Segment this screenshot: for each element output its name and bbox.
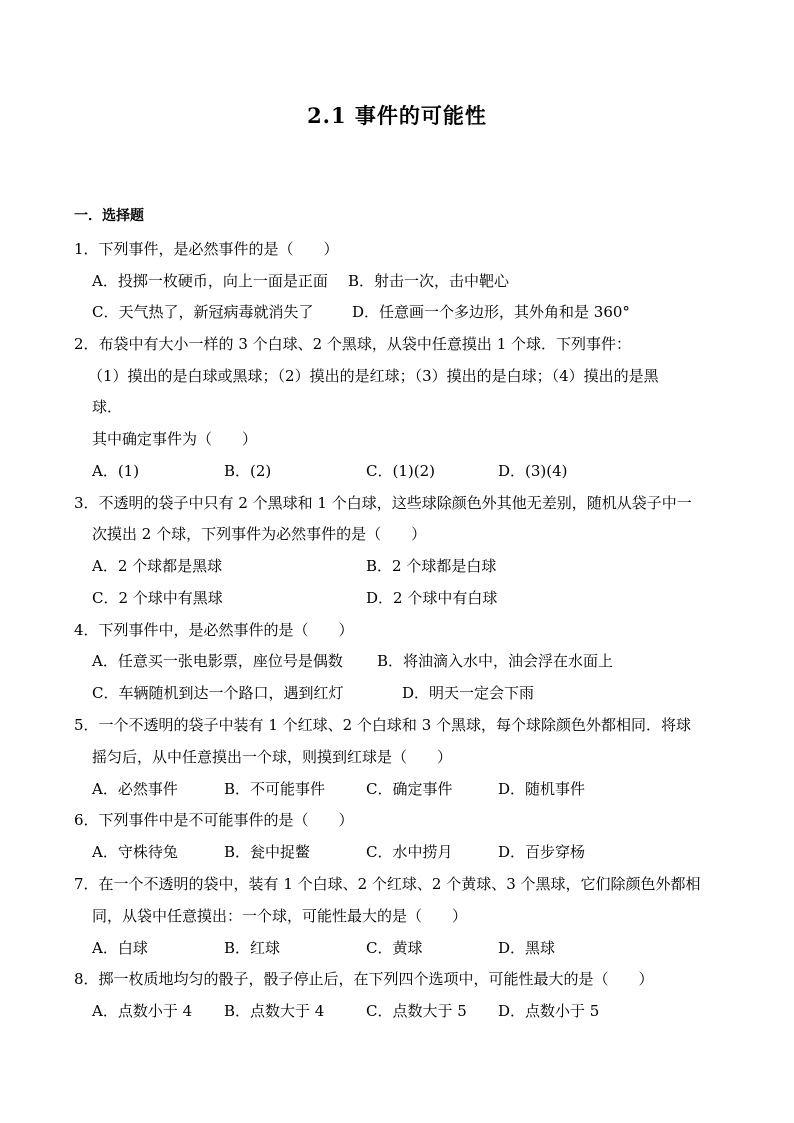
- question-5-option-a: A．必然事件: [92, 780, 178, 798]
- question-3-option-b: B．2 个球都是白球: [366, 557, 497, 575]
- question-2-stem: 2．布袋中有大小一样的 3 个白球、2 个黑球，从袋中任意摸出 1 个球．下列事件：: [74, 335, 632, 353]
- question-2-events-line-1: （1）摸出的是白球或黑球；（2）摸出的是红球；（3）摸出的是白球；（4）摸出的是黑: [88, 367, 659, 385]
- question-4-option-d: D．明天一定会下雨: [402, 684, 535, 702]
- question-1-option-a: A．投掷一枚硬币，向上一面是正面: [92, 272, 328, 290]
- question-1-option-b: B．射击一次，击中靶心: [348, 272, 510, 290]
- question-7-stem-line-2: 同，从袋中任意摸出：一个球，可能性最大的是（ ）: [92, 907, 468, 925]
- question-4-option-a: A．任意买一张电影票，座位号是偶数: [92, 652, 343, 670]
- question-6-option-d: D．百步穿杨: [498, 843, 586, 861]
- question-7-option-a: A．白球: [92, 939, 148, 957]
- question-7-option-b: B．红球: [224, 939, 281, 957]
- question-3-option-a: A．2 个球都是黑球: [92, 557, 223, 575]
- question-5-stem-line-2: 摇匀后，从中任意摸出一个球，则摸到红球是（ ）: [92, 748, 453, 766]
- question-6-option-c: C．水中捞月: [366, 843, 453, 861]
- question-2-option-c: C．(1)(2): [366, 462, 435, 480]
- question-4-option-c: C．车辆随机到达一个路口，遇到红灯: [92, 684, 344, 702]
- question-3-stem-line-2: 次摸出 2 个球，下列事件为必然事件的是（ ）: [92, 525, 427, 543]
- question-4-stem: 4．下列事件中，是必然事件的是（ ）: [74, 621, 354, 639]
- question-5-stem-line-1: 5．一个不透明的袋子中装有 1 个红球、2 个白球和 3 个黑球，每个球除颜色外都相同．将球: [74, 716, 692, 734]
- question-5-option-c: C．确定事件: [366, 780, 453, 798]
- question-8-option-c: C．点数大于 5: [366, 1002, 467, 1020]
- question-2-option-d: D．(3)(4): [498, 462, 568, 480]
- question-7-option-d: D．黑球: [498, 939, 556, 957]
- question-1-stem: 1．下列事件，是必然事件的是（ ）: [74, 240, 339, 258]
- question-2-events-line-2: 球．: [92, 398, 123, 416]
- question-8-option-a: A．点数小于 4: [92, 1002, 193, 1020]
- question-5-option-d: D．随机事件: [498, 780, 586, 798]
- question-3-option-d: D．2 个球中有白球: [366, 589, 498, 607]
- question-7-option-c: C．黄球: [366, 939, 423, 957]
- page-title: 2.1 事件的可能性: [307, 103, 487, 128]
- question-4-option-b: B．将油滴入水中，油会浮在水面上: [377, 652, 614, 670]
- question-2-ask: 其中确定事件为（ ）: [92, 430, 258, 448]
- question-5-option-b: B．不可能事件: [224, 780, 326, 798]
- section-heading: 一．选择题: [74, 208, 144, 224]
- question-3-stem-line-1: 3．不透明的袋子中只有 2 个黑球和 1 个白球，这些球除颜色外其他无差别，随机从袋子中一: [74, 494, 692, 512]
- question-2-option-a: A．(1): [92, 462, 140, 480]
- question-8-option-b: B．点数大于 4: [224, 1002, 325, 1020]
- question-8-option-d: D．点数小于 5: [498, 1002, 600, 1020]
- question-6-option-b: B．瓮中捉鳖: [224, 843, 311, 861]
- question-3-option-c: C．2 个球中有黑球: [92, 589, 223, 607]
- question-7-stem-line-1: 7．在一个不透明的袋中，装有 1 个白球、2 个红球、2 个黄球、3 个黑球，它们除颜色外都相: [74, 875, 701, 893]
- question-1-option-d: D．任意画一个多边形，其外角和是 360°: [352, 303, 630, 321]
- question-6-option-a: A．守株待兔: [92, 843, 178, 861]
- question-1-option-c: C．天气热了，新冠病毒就消失了: [92, 303, 314, 321]
- question-8-stem: 8．掷一枚质地均匀的骰子，骰子停止后，在下列四个选项中，可能性最大的是（ ）: [74, 970, 654, 988]
- question-2-option-b: B．(2): [224, 462, 272, 480]
- question-6-stem: 6．下列事件中是不可能事件的是（ ）: [74, 811, 354, 829]
